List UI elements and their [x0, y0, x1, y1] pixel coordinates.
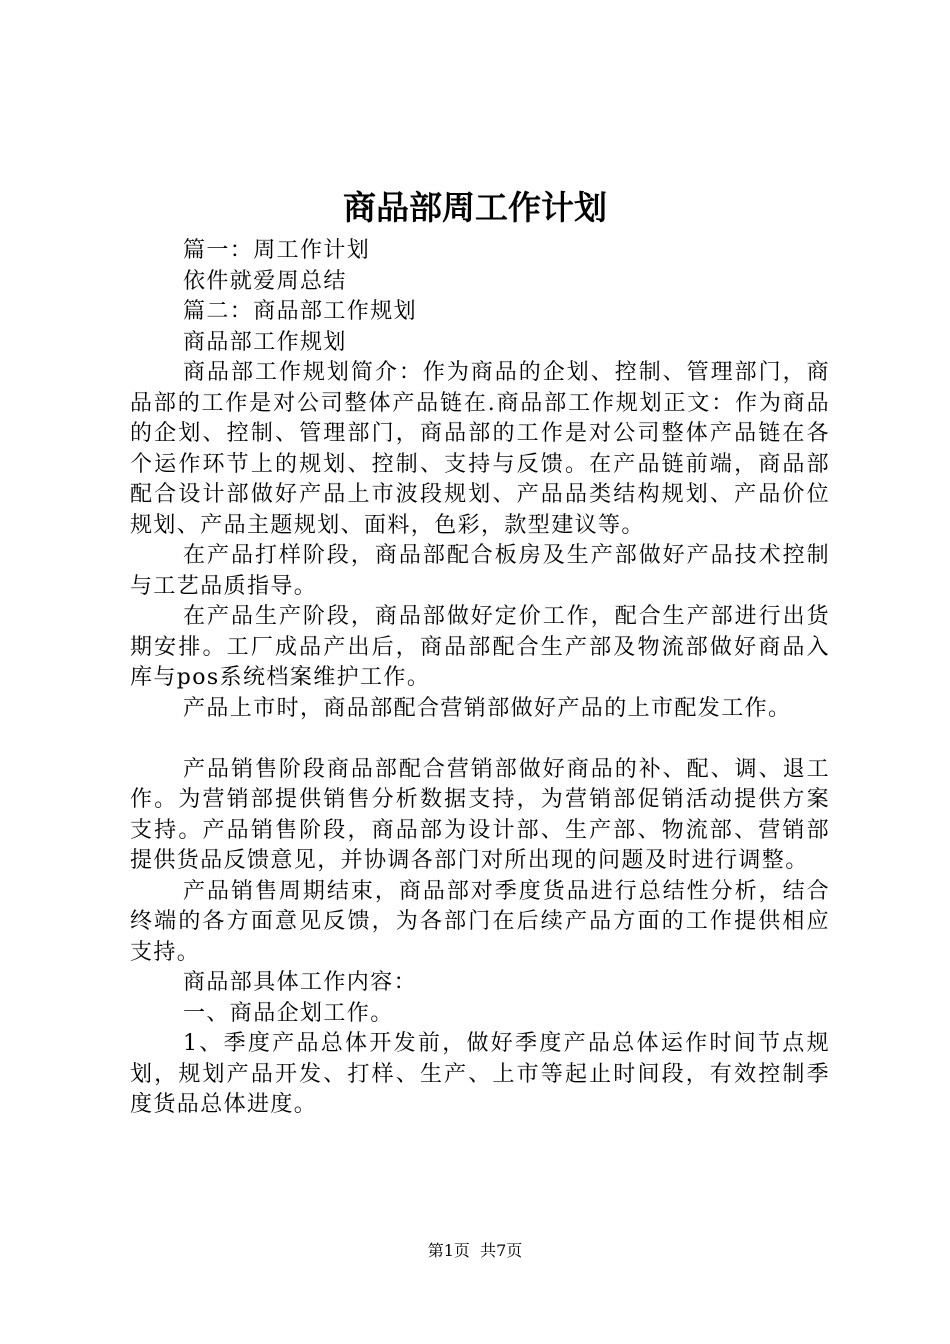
- document-title: 商品部周工作计划: [343, 188, 607, 227]
- body-paragraph: 商品部工作规划简介：作为商品的企划、控制、管理部门，商品部的工作是对公司整体产品链在.商品部工作规划正文：作为商品的企划、控制、管理部门，商品部的工作是对公司整体产品链在各个运作环节上的规划、控制、支持与反馈。在产品链前端，商品部配合设计部做好产品上市波段规划、产品品类结构规划、产品价位规划、产品主题规划、面料，色彩，款型建议等。: [130, 360, 830, 538]
- paragraph-spacer: [130, 724, 830, 755]
- section-heading-2: 篇二：商品部工作规划: [183, 299, 418, 324]
- subheading: 商品部工作规划: [183, 329, 347, 355]
- subheading: 依件就爱周总结: [183, 268, 347, 294]
- list-heading: 一、商品企划工作。: [183, 1000, 394, 1026]
- page-footer: [0, 1240, 950, 1262]
- body-paragraph: 产品上市时，商品部配合营销部做好产品的上市配发工作。: [183, 695, 792, 721]
- list-item: 1、季度产品总体开发前，做好季度产品总体运作时间节点规划，规划产品开发、打样、生产、上市等起止时间段，有效控制季度货品总体进度。: [130, 1031, 830, 1117]
- section-heading-1: 篇一：周工作计划: [183, 238, 371, 263]
- body-paragraph: 在产品打样阶段，商品部配合板房及生产部做好产品技术控制与工艺品质指导。: [130, 543, 830, 599]
- page-total: 共7页: [480, 1241, 523, 1260]
- list-heading: 商品部具体工作内容：: [183, 970, 418, 995]
- body-paragraph: 在产品生产阶段，商品部做好定价工作，配合生产部进行出货期安排。工厂成品产出后，商品部配合生产部及物流部做好商品入库与pos系统档案维护工作。: [130, 604, 830, 690]
- body-paragraph: 产品销售阶段商品部配合营销部做好商品的补、配、调、退工作。为营销部提供销售分析数据支持，为营销部促销活动提供方案支持。产品销售阶段，商品部为设计部、生产部、物流部、营销部提供货品反馈意见，并协调各部门对所出现的问题及时进行调整。: [130, 756, 830, 873]
- body-paragraph: 产品销售周期结束，商品部对季度货品进行总结性分析，结合终端的各方面意见反馈，为各部门在后续产品方面的工作提供相应支持。: [130, 878, 830, 965]
- document-body: [130, 236, 830, 1121]
- page-number: 第1页: [427, 1241, 470, 1260]
